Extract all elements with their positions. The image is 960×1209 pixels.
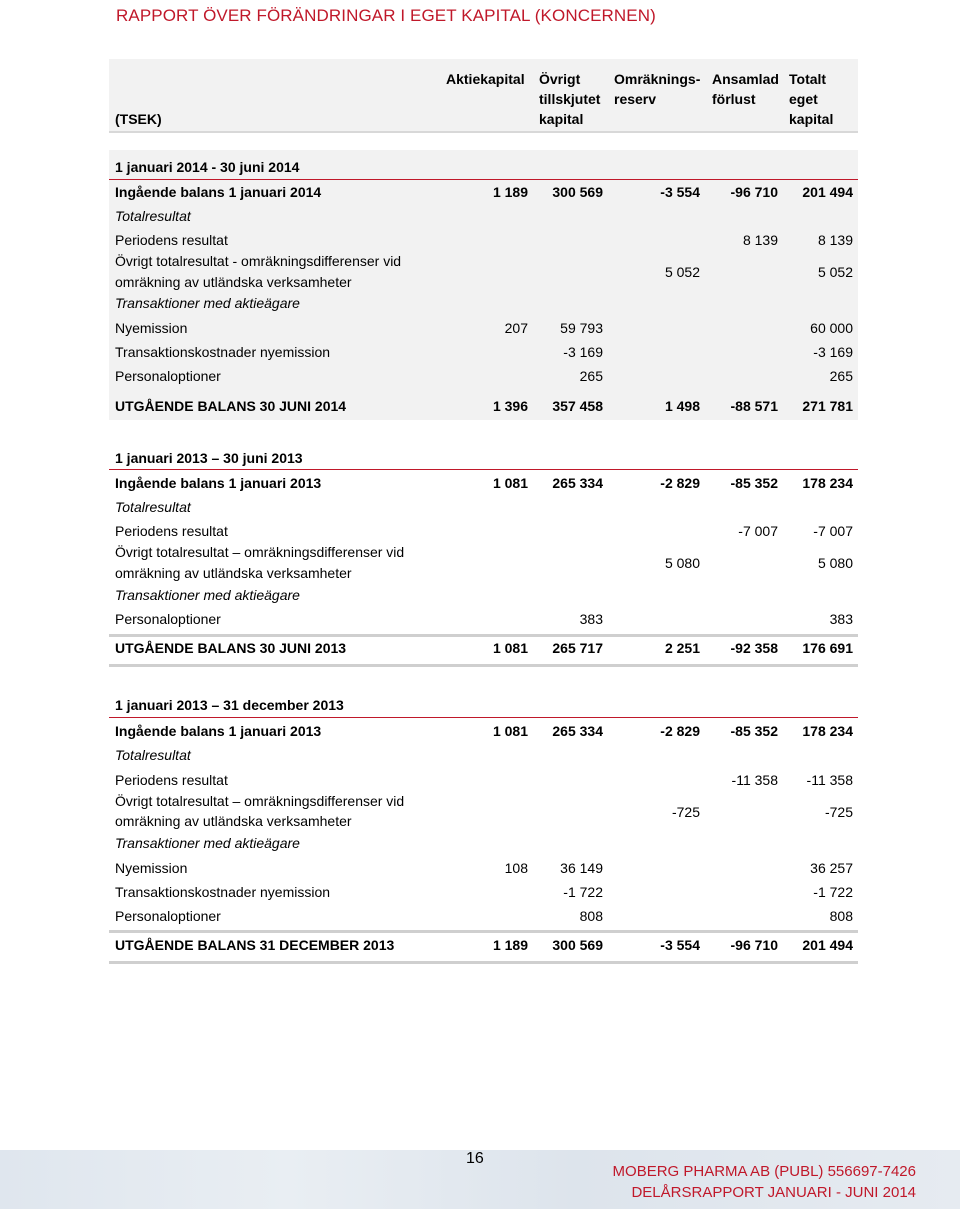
col-header-aktiekapital: Aktiekapital: [446, 71, 525, 87]
cell: 2 251: [664, 640, 700, 656]
cell: -725: [824, 804, 853, 820]
cell: 108: [504, 860, 528, 876]
row-label: Transaktionskostnader nyemission: [115, 884, 331, 900]
cell: 60 000: [810, 320, 853, 336]
cell: 1 396: [492, 398, 528, 414]
cell: 201 494: [802, 937, 853, 953]
cell: 1 189: [492, 184, 528, 200]
row-label: omräkning av utländska verksamheter: [115, 813, 352, 829]
cell: 5 080: [817, 555, 853, 571]
col-header-line: kapital: [539, 111, 584, 127]
cell: 1 081: [492, 475, 528, 491]
row-label: Transaktioner med aktieägare: [115, 587, 300, 603]
row-label: UTGÅENDE BALANS 30 JUNI 2013: [115, 640, 347, 656]
col-header-line: eget: [789, 91, 818, 107]
divider: [109, 634, 858, 637]
cell: 207: [504, 320, 528, 336]
col-header-line: Totalt: [789, 71, 827, 87]
row-label: Övrigt totalresultat – omräkningsdifferenser vid: [115, 544, 405, 560]
col-header-line: Ansamlad: [712, 71, 779, 87]
row-label: Personaloptioner: [115, 611, 221, 627]
cell: 8 139: [817, 232, 853, 248]
row-label: Periodens resultat: [115, 232, 228, 248]
cell: 383: [829, 611, 853, 627]
cell: -11 358: [731, 772, 778, 788]
cell: 59 793: [560, 320, 603, 336]
row-label: omräkning av utländska verksamheter: [115, 274, 352, 290]
cell: -3 554: [660, 937, 700, 953]
row-label: Övrigt totalresultat - omräkningsdifferenser vid: [115, 253, 402, 269]
row-label: Transaktioner med aktieägare: [115, 835, 300, 851]
cell: 1 498: [664, 398, 700, 414]
col-header-line: Omräknings-: [614, 71, 701, 87]
divider: [109, 469, 858, 470]
cell: -85 352: [730, 475, 778, 491]
section-heading-label: 1 januari 2013 – 31 december 2013: [115, 697, 344, 713]
col-header-ovrigt-tillskjutet: [539, 69, 600, 129]
col-header-ansamlad-forlust: [712, 69, 779, 109]
page-number: 16: [466, 1150, 484, 1167]
row-label: Nyemission: [115, 320, 188, 336]
cell: 8 139: [742, 232, 778, 248]
row-label: Periodens resultat: [115, 772, 228, 788]
divider: [109, 717, 858, 718]
section-heading-label: 1 januari 2014 - 30 juni 2014: [115, 159, 300, 175]
cell: 5 080: [664, 555, 700, 571]
cell: 265 334: [552, 723, 603, 739]
cell: 300 569: [552, 937, 603, 953]
cell: -2 829: [660, 475, 700, 491]
cell: 265 334: [552, 475, 603, 491]
cell: 808: [829, 908, 853, 924]
divider: [109, 930, 858, 933]
cell: -96 710: [730, 937, 778, 953]
divider: [109, 179, 858, 180]
row-label: Totalresultat: [115, 747, 191, 763]
row-label: UTGÅENDE BALANS 31 DECEMBER 2013: [115, 937, 395, 953]
report-title: RAPPORT ÖVER FÖRÄNDRINGAR I EGET KAPITAL (KONCERNEN): [116, 6, 656, 25]
cell: 178 234: [802, 723, 853, 739]
cell: 300 569: [552, 184, 603, 200]
divider: [109, 961, 858, 964]
cell: -3 554: [660, 184, 700, 200]
report-name: DELÅRSRAPPORT JANUARI - JUNI 2014: [631, 1184, 916, 1201]
cell: -725: [671, 804, 700, 820]
cell: 36 149: [560, 860, 603, 876]
page-footer: [0, 1150, 960, 1209]
company-name: MOBERG PHARMA AB (PUBL) 556697-7426: [612, 1163, 916, 1180]
cell: -1 722: [563, 884, 603, 900]
row-label: Ingående balans 1 januari 2013: [115, 475, 322, 491]
cell: -3 169: [813, 344, 853, 360]
col-header-line: kapital: [789, 111, 834, 127]
row-label: Personaloptioner: [115, 368, 221, 384]
cell: 1 081: [492, 723, 528, 739]
row-label: Nyemission: [115, 860, 188, 876]
row-label: Personaloptioner: [115, 908, 221, 924]
cell: 1 189: [492, 937, 528, 953]
row-label: Totalresultat: [115, 208, 191, 224]
section-heading-label: 1 januari 2013 – 30 juni 2013: [115, 450, 303, 466]
row-label: Transaktionskostnader nyemission: [115, 344, 331, 360]
cell: 201 494: [802, 184, 853, 200]
row-label: Transaktioner med aktieägare: [115, 295, 300, 311]
col-header-line: förlust: [712, 91, 756, 107]
cell: 357 458: [552, 398, 603, 414]
row-label: UTGÅENDE BALANS 30 JUNI 2014: [115, 398, 347, 414]
cell: 271 781: [802, 398, 853, 414]
cell: -85 352: [730, 723, 778, 739]
cell: 5 052: [664, 264, 700, 280]
cell: -88 571: [730, 398, 778, 414]
row-label: Ingående balans 1 januari 2013: [115, 723, 322, 739]
cell: -7 007: [738, 523, 778, 539]
cell: -3 169: [563, 344, 603, 360]
col-header-line: reserv: [614, 91, 657, 107]
col-header-totalt-eget-kapital: [789, 69, 833, 129]
cell: 265: [829, 368, 853, 384]
cell: -96 710: [730, 184, 778, 200]
cell: 265 717: [552, 640, 603, 656]
table-header: [109, 59, 858, 133]
row-label: Ingående balans 1 januari 2014: [115, 184, 322, 200]
cell: 383: [579, 611, 603, 627]
divider: [109, 664, 858, 667]
cell: -11 358: [806, 772, 853, 788]
cell: 176 691: [802, 640, 853, 656]
cell: 265: [579, 368, 603, 384]
col-header-line: tillskjutet: [539, 91, 601, 107]
cell: 36 257: [810, 860, 853, 876]
cell: 5 052: [817, 264, 853, 280]
unit-label: (TSEK): [115, 111, 162, 127]
cell: 178 234: [802, 475, 853, 491]
cell: 1 081: [492, 640, 528, 656]
cell: -2 829: [660, 723, 700, 739]
row-label: omräkning av utländska verksamheter: [115, 565, 352, 581]
cell: -1 722: [813, 884, 853, 900]
cell: -92 358: [730, 640, 778, 656]
col-header-line: Övrigt: [539, 71, 581, 87]
row-label: Periodens resultat: [115, 523, 228, 539]
row-label: Övrigt totalresultat – omräkningsdifferenser vid: [115, 793, 405, 809]
cell: -7 007: [813, 523, 853, 539]
row-label: Totalresultat: [115, 499, 191, 515]
cell: 808: [579, 908, 603, 924]
col-header-omrakningsreserv: [614, 69, 700, 109]
